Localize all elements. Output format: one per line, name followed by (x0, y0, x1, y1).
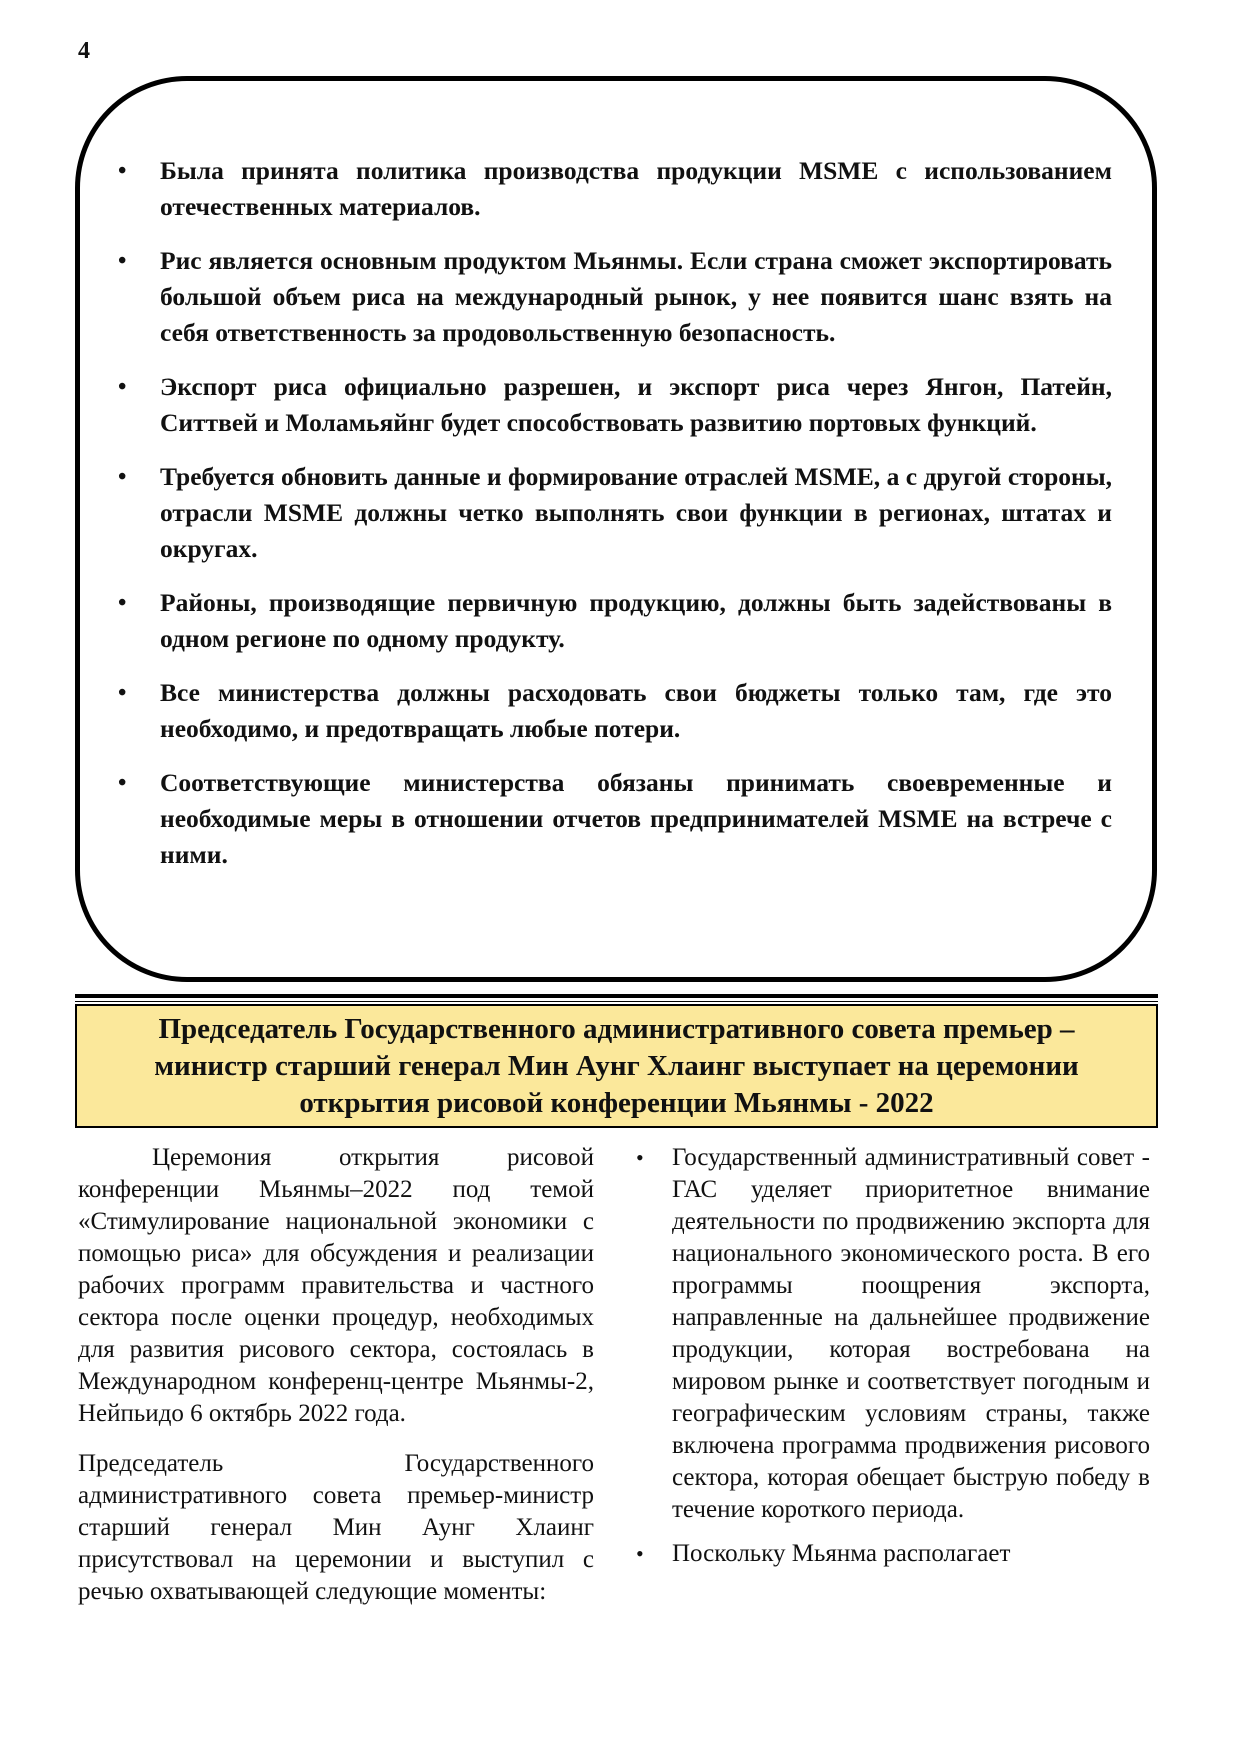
key-point-item: • Экспорт риса официально разрешен, и экспорт риса через Янгон, Патейн, Ситтвей и Моламьяйнг будет способствовать развитию портовых функций. (118, 369, 1112, 441)
key-point-item: • Соответствующие министерства обязаны принимать своевременные и необходимые меры в отношении отчетов предпринимателей MSME на встрече с ними. (118, 765, 1112, 873)
article-bullet-list (632, 1142, 1150, 1570)
key-point-item: • Районы, производящие первичную продукцию, должны быть задействованы в одном регионе по одному продукту. (118, 585, 1112, 657)
key-points-list (118, 153, 1112, 891)
article-bullet-item: • Поскольку Мьянма располагает (632, 1538, 1150, 1570)
key-point-item: • Все министерства должны расходовать свои бюджеты только там, где это необходимо, и предотвращать любые потери. (118, 675, 1112, 747)
key-point-item: • Рис является основным продуктом Мьянмы. Если страна сможет экспортировать большой объем риса на международный рынок, у нее появится шанс взять на себя ответственность за продовольственную безопасность. (118, 243, 1112, 351)
article-paragraph: Председатель Государственного административного совета премьер-министр старший генерал Мин Аунг Хлаинг присутствовал на церемонии и выступил с речью охватывающей следующие моменты: (78, 1450, 594, 1605)
section-divider (75, 994, 1158, 1002)
article-headline: Председатель Государственного административного совета премьер – министр старший генерал Мин Аунг Хлаинг выступает на церемонии открытия рисовой конференции Мьянмы - 2022 (75, 1004, 1158, 1128)
article-left-column (78, 1142, 594, 1626)
article-bullet-item: • Государственный административный совет - ГАС уделяет приоритетное внимание деятельности по продвижению экспорта для национального экономического роста. В его программы поощрения экспорта, направленные на дальнейшее продвижение продукции, которая востребована на мировом рынке и соответствует погодным и географическим условиям страны, также включена программа продвижения рисового сектора, которая обещает быструю победу в течение короткого периода. (632, 1142, 1150, 1526)
key-point-item: • Требуется обновить данные и формирование отраслей MSME, а с другой стороны, отрасли MSME должны четко выполнять свои функции в регионах, штатах и округах. (118, 459, 1112, 567)
key-points-box (75, 76, 1157, 982)
article-right-column (632, 1142, 1150, 1582)
page-number: 4 (78, 38, 90, 64)
article-paragraph: Церемония открытия рисовой конференции Мьянмы–2022 под темой «Стимулирование национальной экономики с помощью риса» для обсуждения и реализации рабочих программ правительства и частного сектора после оценки процедур, необходимых для развития рисового сектора, состоялась в Международном конференц-центре Мьянмы-2, Нейпьидо 6 октябрь 2022 года. (78, 1144, 594, 1427)
key-point-item: • Была принята политика производства продукции MSME с использованием отечественных материалов. (118, 153, 1112, 225)
